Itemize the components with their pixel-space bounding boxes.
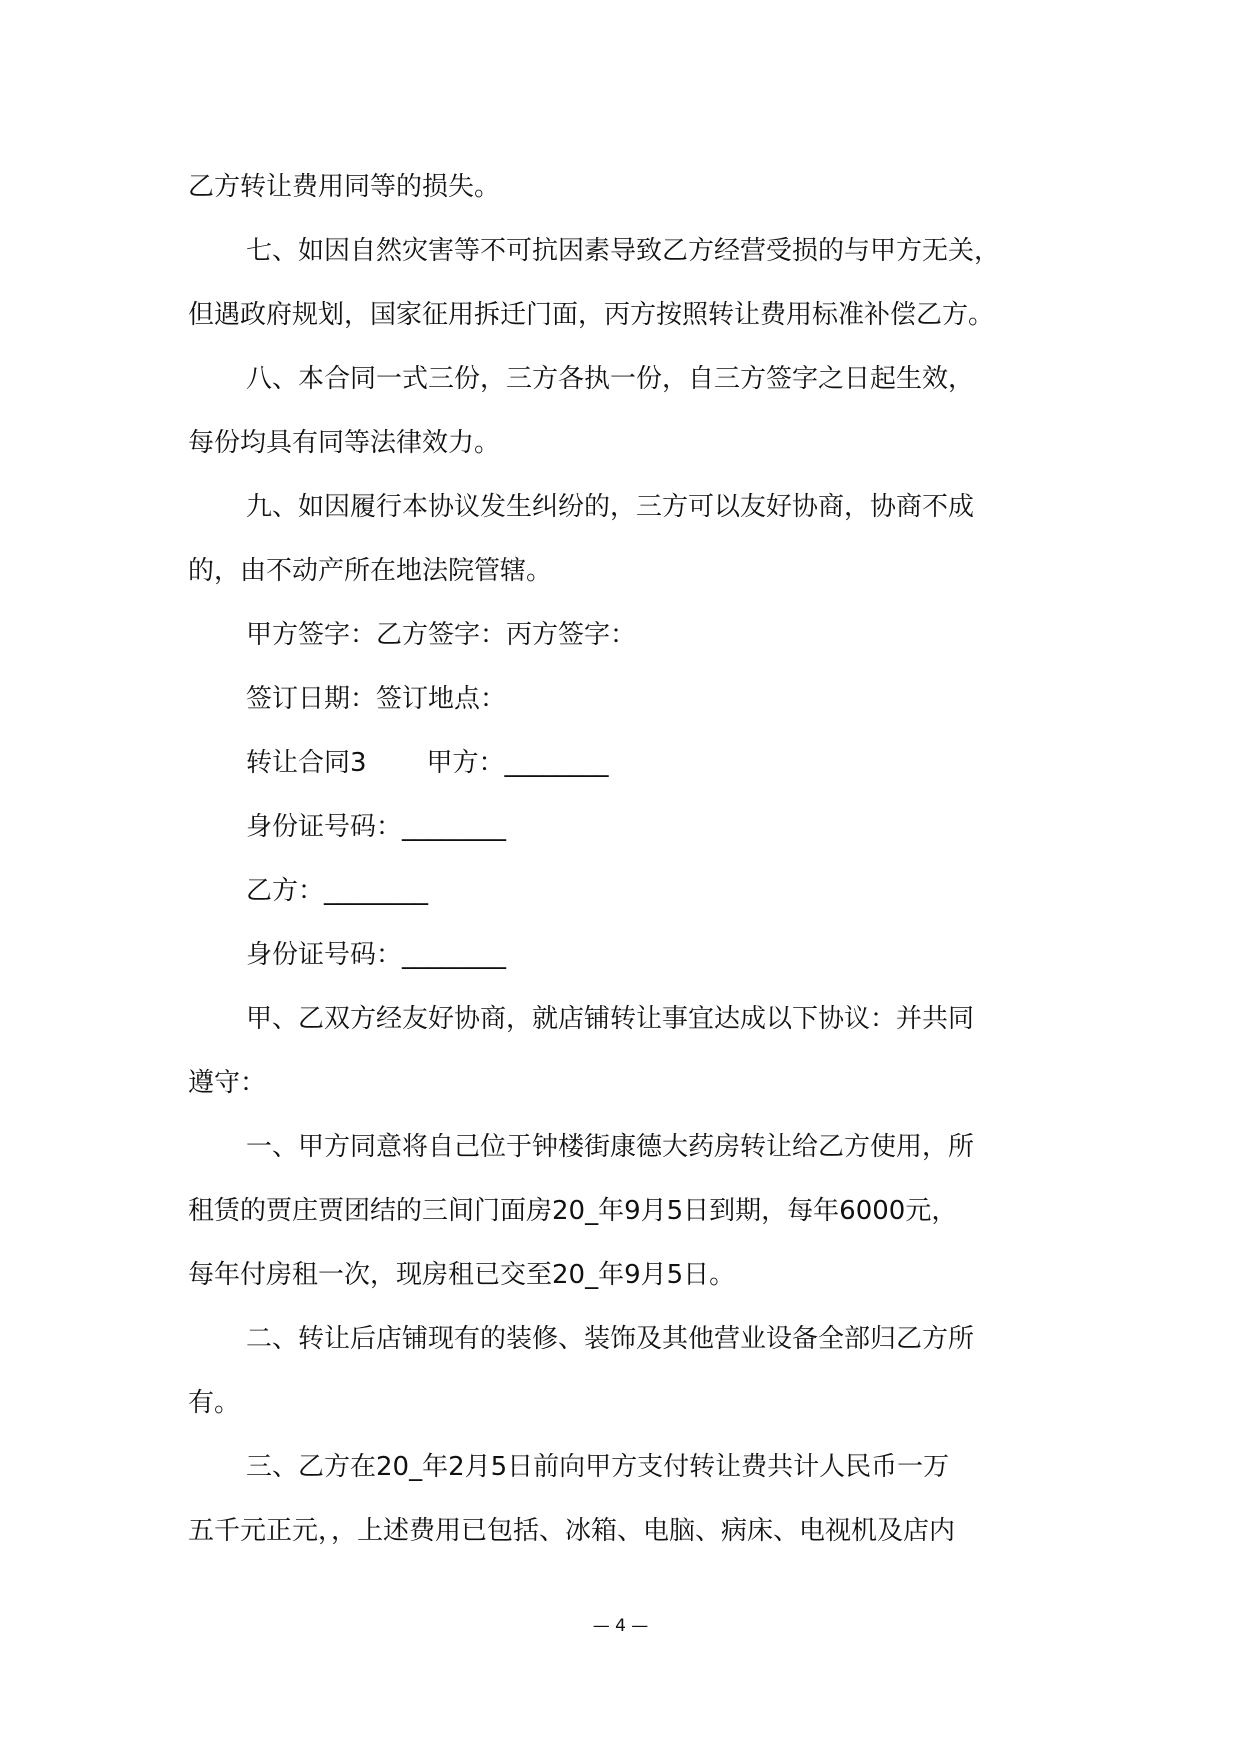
document-body xyxy=(188,155,1054,1563)
clause-8-line-1: 八、本合同一式三份，三方各执一份，自三方签字之日起生效， xyxy=(246,364,975,394)
text-line: 乙方转让费用同等的损失。 xyxy=(188,172,501,202)
party-b-id-field: 身份证号码：________ xyxy=(246,940,507,970)
article-1-line-2: 租赁的贾庄贾团结的三间门面房20_年9月5日到期，每年6000元， xyxy=(188,1196,958,1226)
clause-8-line-2: 每份均具有同等法律效力。 xyxy=(188,428,501,458)
date-place-line: 签订日期：签订地点： xyxy=(246,684,507,714)
preamble-line-2: 遵守： xyxy=(188,1068,267,1098)
clause-7-line-2: 但遇政府规划，国家征用拆迁门面，丙方按照转让费用标准补偿乙方。 xyxy=(188,300,995,330)
page-number: — 4 — xyxy=(592,1616,649,1636)
article-3-line-1: 三、乙方在20_年2月5日前向甲方支付转让费共计人民币一万 xyxy=(246,1452,950,1482)
party-a-field: 甲方：________ xyxy=(426,748,609,778)
clause-7-line-1: 七、如因自然灾害等不可抗因素导致乙方经营受损的与甲方无关， xyxy=(246,236,1001,266)
clause-9-line-1: 九、如因履行本协议发生纠纷的，三方可以友好协商，协商不成 xyxy=(246,492,975,522)
party-b-field: 乙方：________ xyxy=(246,876,429,906)
party-a-id-field: 身份证号码：________ xyxy=(246,812,507,842)
article-1-line-1: 一、甲方同意将自己位于钟楼街康德大药房转让给乙方使用，所 xyxy=(246,1132,975,1162)
contract-3-heading-line xyxy=(188,731,1054,795)
article-1-line-3: 每年付房租一次，现房租已交至20_年9月5日。 xyxy=(188,1260,736,1290)
article-2-line-1: 二、转让后店铺现有的装修、装饰及其他营业设备全部归乙方所 xyxy=(246,1324,975,1354)
preamble-line-1: 甲、乙双方经友好协商，就店铺转让事宜达成以下协议：并共同 xyxy=(246,1004,975,1034)
contract-3-title: 转让合同3 xyxy=(246,748,367,778)
clause-9-line-2: 的，由不动产所在地法院管辖。 xyxy=(188,556,553,586)
signature-line: 甲方签字：乙方签字：丙方签字： xyxy=(246,620,637,650)
article-3-line-2: 五千元正元，，上述费用已包括、冰箱、电脑、病床、电视机及店内 xyxy=(188,1516,956,1546)
article-2-line-2: 有。 xyxy=(188,1388,241,1418)
